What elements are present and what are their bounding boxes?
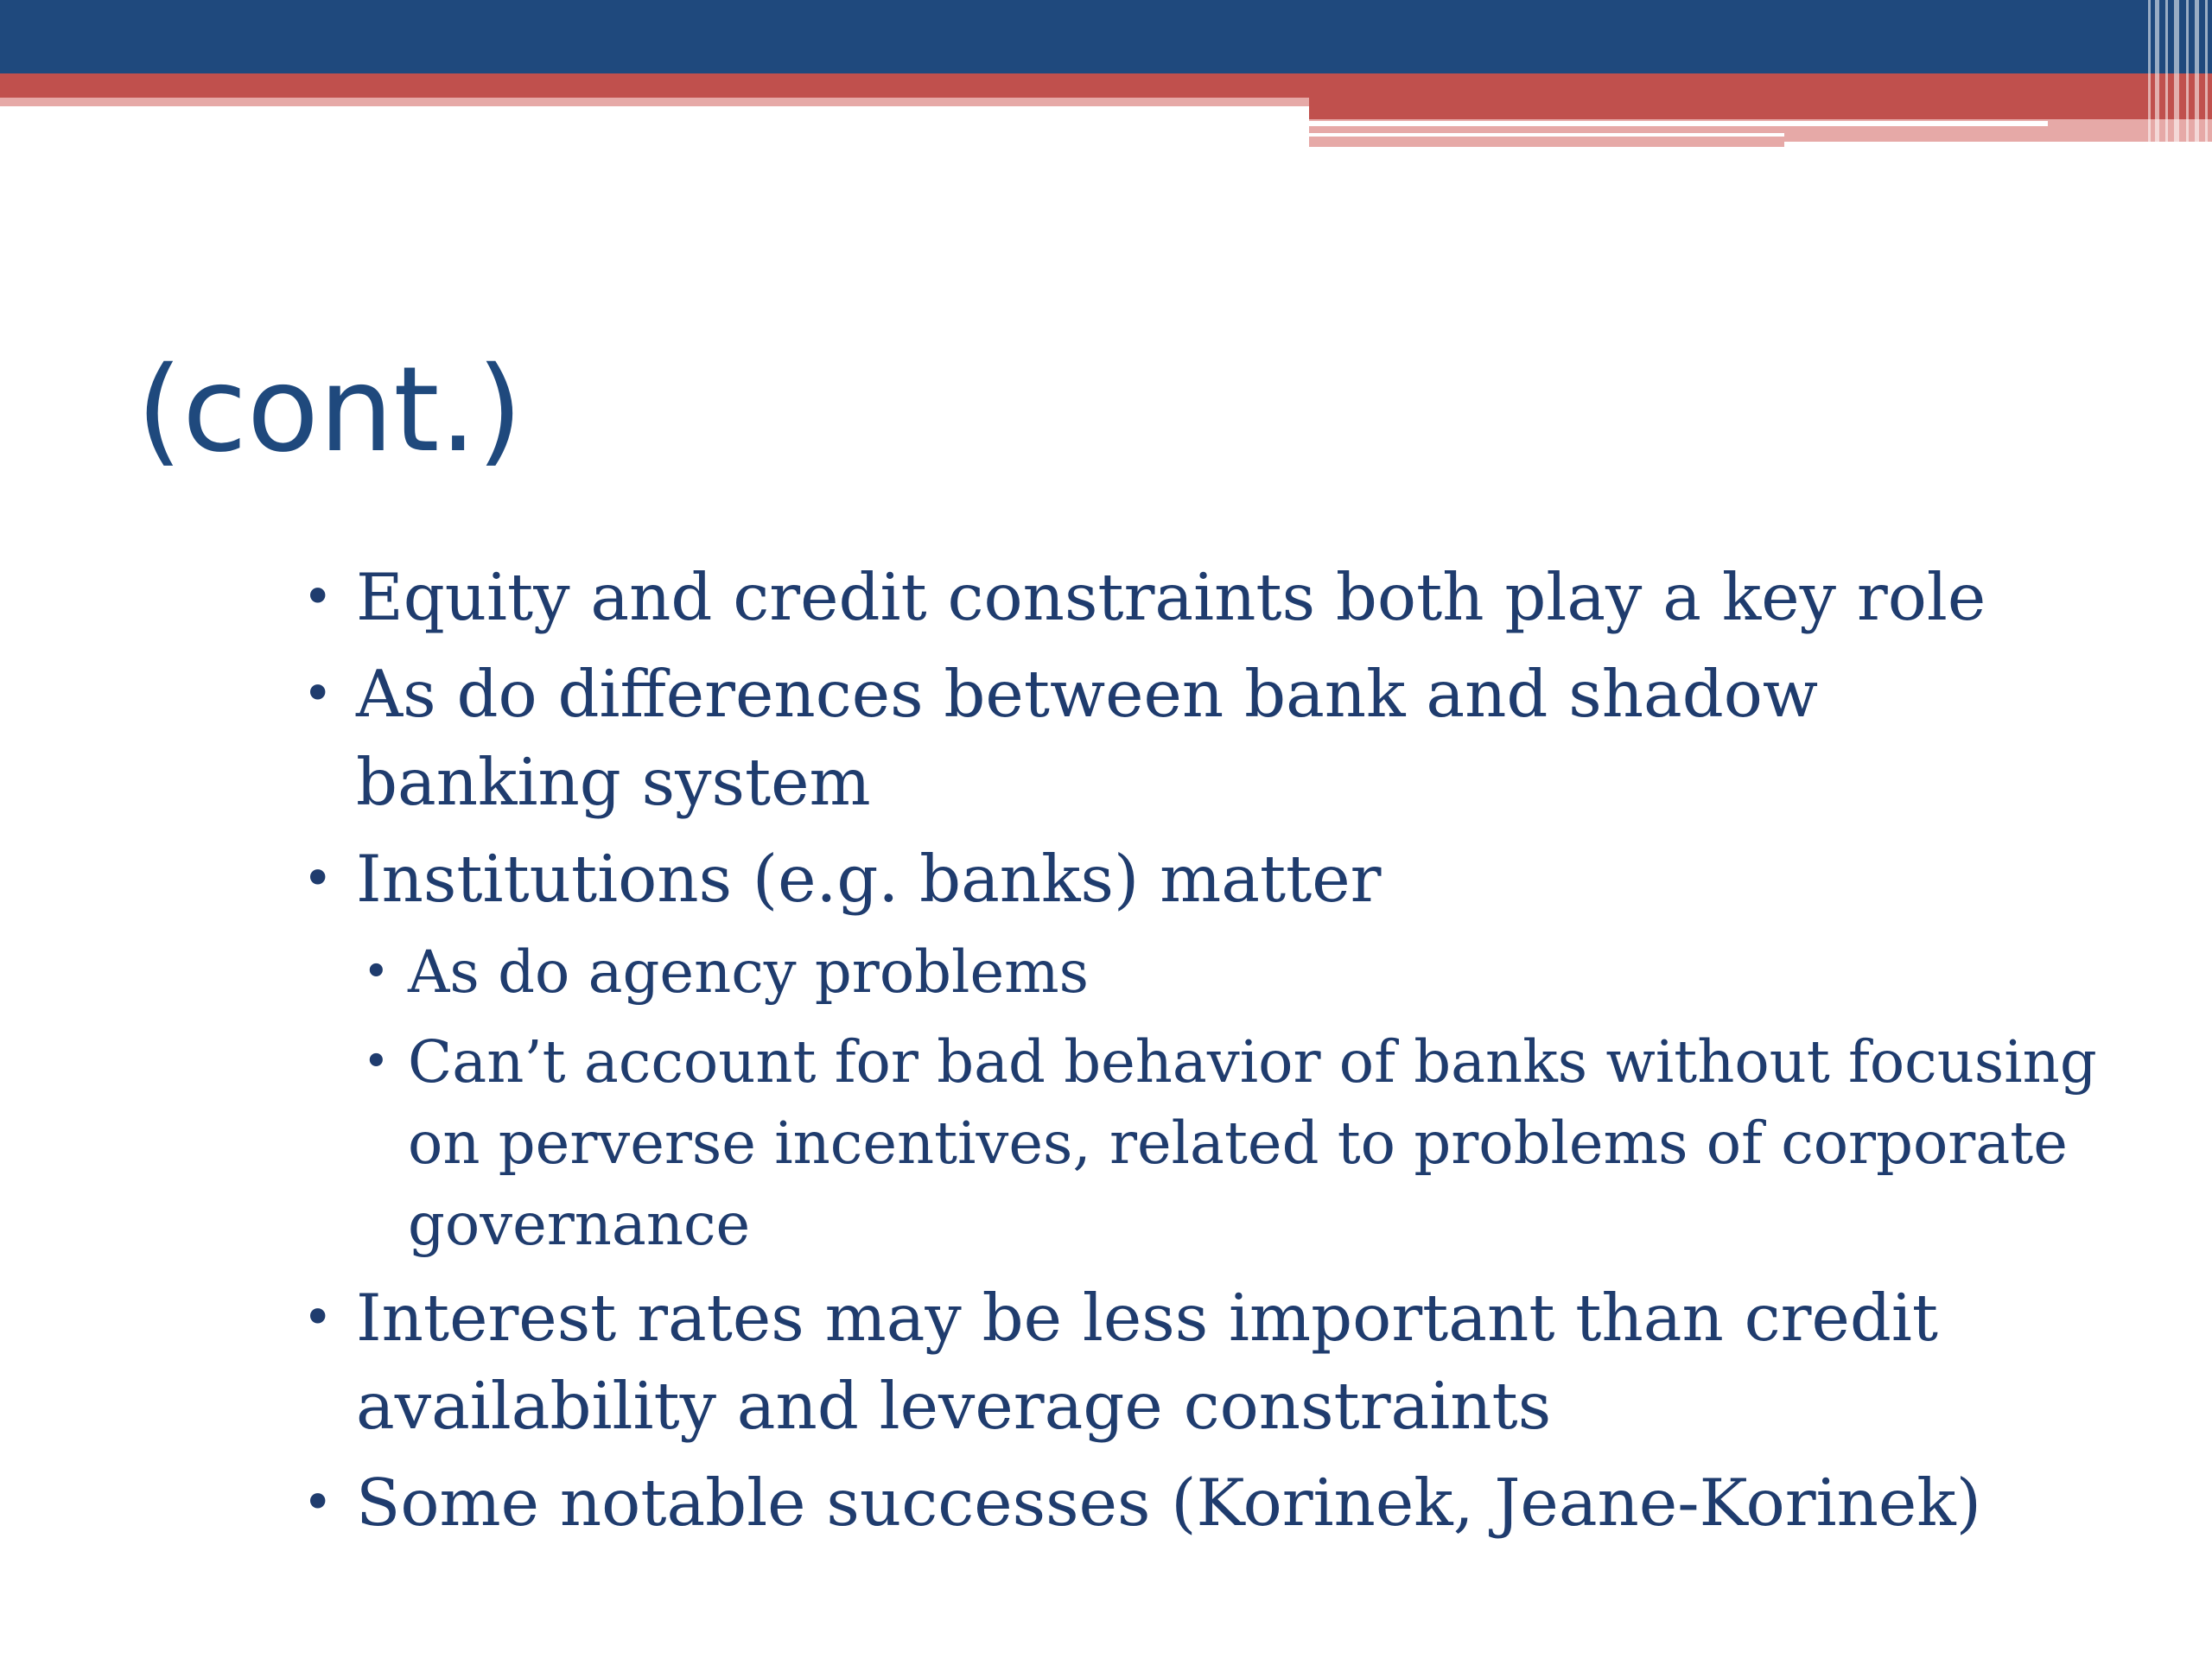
header-white-line: [1309, 133, 1784, 137]
bullet-item: [302, 553, 2100, 641]
bullet-dot-icon: •: [302, 1287, 334, 1348]
bullet-dot-icon: •: [302, 664, 334, 724]
bullet-text: Institutions (e.g. banks) matter: [356, 841, 1382, 917]
bullet-text: Some notable successes (Korinek, Jeane-Korinek): [356, 1465, 1981, 1541]
header-stripes: [2143, 0, 2212, 147]
bullet-item: [302, 835, 2100, 923]
header-blue-band: [0, 0, 2212, 73]
header-white-line: [1309, 121, 2048, 126]
slide-title: (cont.): [137, 342, 523, 479]
header-stripe: [2205, 0, 2208, 147]
header-stripe: [2155, 0, 2159, 147]
sub-bullet-item: [363, 931, 2100, 1013]
header-stripe: [2195, 0, 2199, 147]
bullet-item: [302, 650, 2100, 826]
bullet-item: [302, 1459, 2100, 1547]
header-stripe: [2174, 0, 2179, 147]
sub-bullet-item: [363, 1021, 2100, 1265]
header-stripe: [2148, 0, 2151, 147]
bullet-dot-icon: •: [302, 849, 334, 909]
bullet-dot-icon: •: [302, 567, 334, 627]
bullet-list: [302, 553, 2100, 1555]
bullet-text: Equity and credit constraints both play a key role: [356, 559, 1986, 635]
bullet-dot-icon: •: [363, 946, 390, 998]
header-stripe: [2186, 0, 2189, 147]
header-pink-line-left: [0, 98, 1309, 106]
bullet-text: As do differences between bank and shadow banking system: [356, 656, 1819, 820]
header-red-band: [0, 73, 2212, 98]
header-stripe: [2165, 0, 2168, 147]
bullet-item: [302, 1274, 2100, 1450]
header-red-band-right: [1309, 98, 2212, 119]
bullet-dot-icon: •: [302, 1472, 334, 1533]
sub-bullet-text: As do agency problems: [408, 938, 1090, 1006]
sub-bullet-text: Can’t account for bad behavior of banks without focusing on perverse incentives, related to problems of corporate governance: [408, 1028, 2097, 1258]
bullet-dot-icon: •: [363, 1036, 390, 1088]
bullet-text: Interest rates may be less important than credit availability and leverage constraints: [356, 1280, 1938, 1444]
